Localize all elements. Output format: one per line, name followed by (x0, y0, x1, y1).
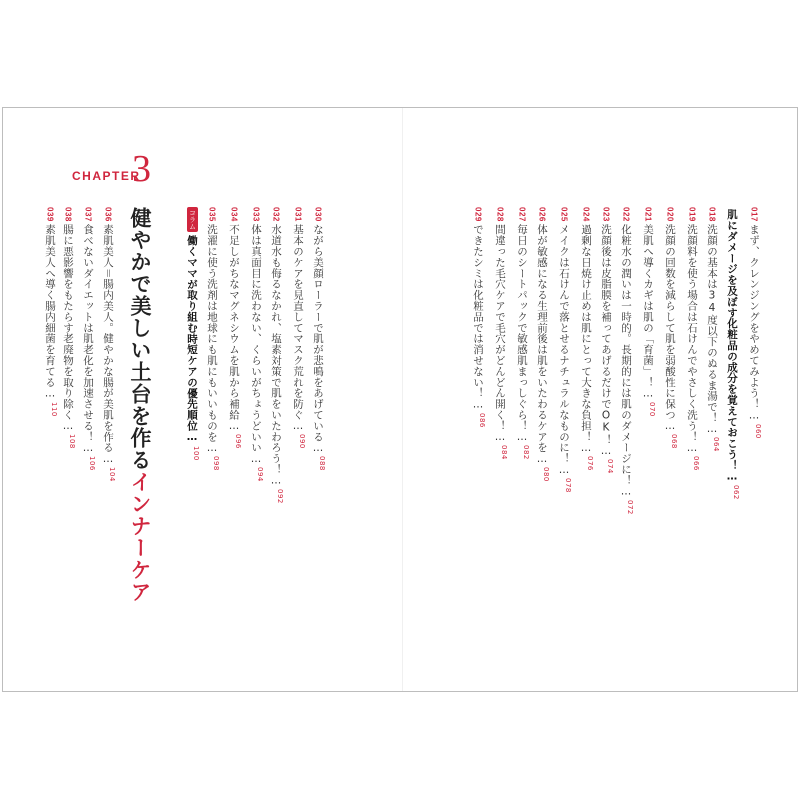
toc-column-feature (184, 207, 200, 460)
entry-page: 104 (108, 467, 116, 483)
entry-title: 肌にダメージを及ぼす化粧品の成分を覚えておこう！… (726, 209, 738, 483)
entry-page: 072 (626, 499, 634, 515)
entry-page: 100 (192, 445, 200, 461)
entry-page: 074 (606, 459, 614, 475)
toc-entry-019 (684, 207, 700, 471)
entry-page: 088 (318, 456, 326, 472)
entry-title: 体が敏感になる生理前後は肌をいたわるケアを… (536, 223, 548, 466)
entry-number: 039 (45, 207, 55, 222)
entry-page: 106 (88, 456, 96, 472)
entry-page: 060 (754, 423, 762, 439)
toc-entry-033 (248, 207, 264, 482)
entry-title: 食べないダイエットは肌老化を加速させる！… (82, 223, 94, 455)
entry-page: 086 (478, 412, 486, 428)
entry-page: 066 (692, 456, 700, 472)
entry-number: 027 (517, 207, 527, 222)
entry-page: 108 (68, 434, 76, 450)
entry-number: 017 (749, 207, 759, 222)
entry-title: 過剰な日焼け止めは肌にとって大きな負担！… (580, 223, 592, 455)
toc-entry-035 (204, 207, 220, 471)
toc-entry-036 (100, 207, 116, 482)
entry-page: 062 (732, 485, 740, 500)
toc-entry-017 (746, 207, 762, 438)
entry-title: 洗濯に使う洗剤は地球にも肌にもいいものを… (206, 223, 218, 455)
entry-number: 030 (313, 207, 323, 222)
toc-entry-021 (640, 207, 656, 417)
entry-page: 098 (212, 456, 220, 472)
entry-number: 022 (621, 207, 631, 222)
toc-entry-031 (290, 207, 306, 449)
entry-page: 068 (670, 434, 678, 450)
toc-entry-023 (598, 207, 614, 474)
entry-page: 064 (712, 437, 720, 453)
entry-number: 033 (251, 207, 261, 222)
entry-page: 094 (256, 467, 264, 483)
entry-page: 084 (500, 445, 508, 461)
toc-feature-ingredients (724, 207, 740, 500)
entry-page: 078 (564, 478, 572, 493)
entry-title: 素肌美人＝腸内美人。健やかな腸が美肌を作る… (102, 223, 114, 466)
entry-title: 不足しがちなマグネシウムを肌から補給… (228, 223, 240, 433)
toc-entry-028 (492, 207, 508, 460)
entry-title: 基本のケアを見直してマスク荒れを防ぐ… (292, 223, 304, 433)
toc-entry-032 (268, 207, 284, 504)
toc-entry-034 (226, 207, 242, 449)
toc-entry-026 (534, 207, 550, 482)
entry-title: 素肌美人へ導く腸内細菌を育てる… (44, 223, 56, 400)
entry-title: ながら美顔ローラーで肌が悲鳴をあげている… (312, 223, 324, 455)
entry-number: 018 (707, 207, 717, 222)
entry-number: 037 (83, 207, 93, 222)
toc-entry-027 (514, 207, 530, 460)
entry-number: 021 (643, 207, 653, 222)
entry-page: 076 (586, 456, 594, 472)
entry-number: 029 (473, 207, 483, 222)
entry-title: まず、クレンジングをやめてみよう！… (748, 223, 760, 422)
entry-number: 028 (495, 207, 505, 222)
entry-number: 038 (63, 207, 73, 222)
toc-entry-030 (310, 207, 326, 471)
toc-entry-039 (42, 207, 58, 417)
entry-title: 腸に悪影響をもたらす老廃物を取り除く… (62, 223, 74, 433)
toc-entry-037 (80, 207, 96, 471)
entry-title: できたシミは化粧品では消せない！… (472, 223, 484, 411)
entry-number: 023 (601, 207, 611, 222)
entry-title: 洗顔の回数を減らして肌を弱酸性に保つ… (664, 223, 676, 433)
toc-entry-018 (704, 207, 720, 452)
chapter-number: 3 (132, 148, 151, 190)
entry-number: 035 (207, 207, 217, 222)
toc-entry-038 (60, 207, 76, 449)
chapter-word: CHAPTER (72, 169, 141, 183)
entry-number: 031 (293, 207, 303, 222)
spine-line (402, 108, 403, 691)
entry-page: 110 (50, 401, 58, 417)
chapter-heading (128, 207, 152, 603)
entry-title: 美肌へ導くカギは肌の「育菌」！… (642, 223, 654, 400)
entry-number: 019 (687, 207, 697, 222)
entry-title: 水道水も侮るなかれ、塩素対策で肌をいたわろう！… (270, 223, 282, 487)
entry-title: 化粧水の潤いは一時的。長期的には肌のダメージに！… (620, 223, 632, 498)
toc-entry-020 (662, 207, 678, 449)
toc-entry-024 (578, 207, 594, 471)
entry-number: 025 (559, 207, 569, 222)
entry-title: 間違った毛穴ケアで毛穴がどんどん開く！… (494, 223, 506, 444)
entry-number: 036 (103, 207, 113, 222)
entry-page: 070 (648, 401, 656, 417)
entry-number: 020 (665, 207, 675, 222)
heading-main: 健やかで美しい土台を作る (128, 207, 153, 471)
entry-number: 026 (537, 207, 547, 222)
entry-title: 体は真面目に洗わない、くらいがちょうどいい… (250, 223, 262, 466)
entry-title: メイクは石けんで落とせるナチュラルなものに！… (558, 223, 570, 477)
entry-page: 080 (542, 467, 550, 483)
entry-page: 090 (298, 434, 306, 450)
toc-entry-022 (618, 207, 634, 515)
heading-accent: インナーケア (128, 471, 152, 603)
entry-title: 洗顔料を使う場合は石けんでやさしく洗う！… (686, 223, 698, 455)
entry-page: 096 (234, 434, 242, 450)
entry-number: 032 (271, 207, 281, 222)
entry-page: 092 (276, 488, 284, 504)
column-badge: コラム (188, 209, 197, 230)
entry-number: 024 (581, 207, 591, 222)
entry-number: 034 (229, 207, 239, 222)
toc-entry-029 (470, 207, 486, 428)
toc-entry-025 (556, 207, 572, 493)
entry-title: 毎日のシートパックで敏感肌まっしぐら！… (516, 223, 528, 444)
entry-title: 働くママが取り組む時短ケアの優先順位… (186, 235, 198, 444)
book-spread (2, 107, 798, 692)
entry-page: 082 (522, 445, 530, 461)
entry-title: 洗顔の基本は34度以下のぬるま湯で！… (706, 223, 718, 436)
entry-title: 洗顔後は皮脂膜を補ってあげるだけでOK！… (600, 223, 612, 458)
